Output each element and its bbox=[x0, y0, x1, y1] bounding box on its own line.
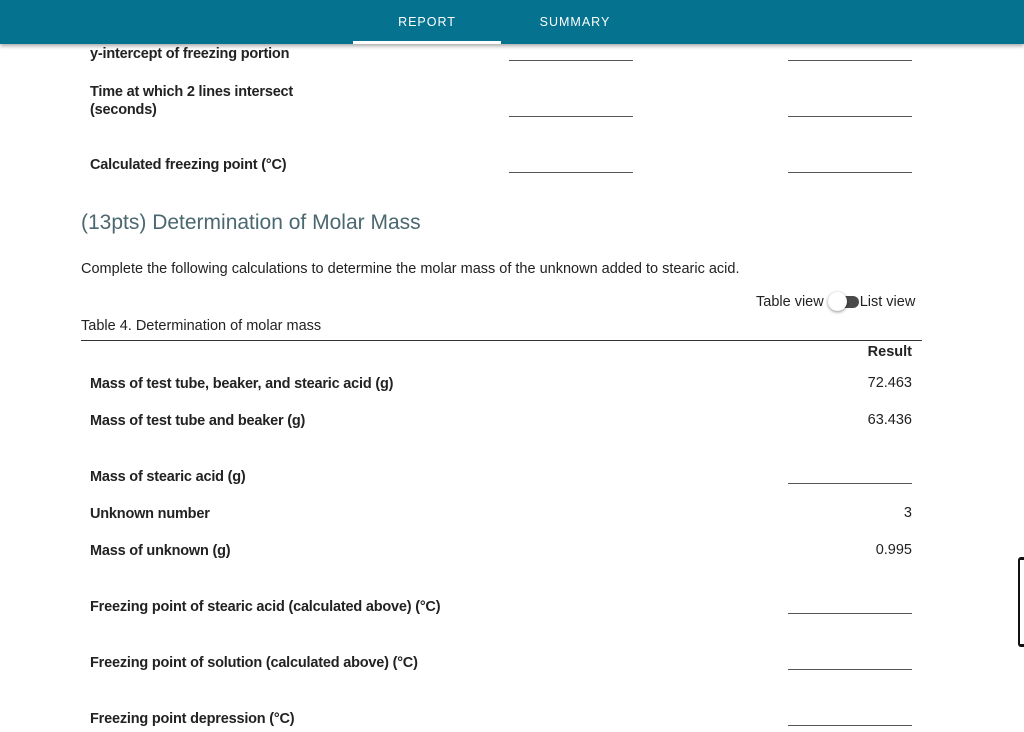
calculated-freezing-point-input-1[interactable] bbox=[509, 172, 633, 173]
section-intro: Complete the following calculations to determine the molar mass of the unknown added to stearic acid. bbox=[81, 261, 740, 277]
row-label-mass-tube-beaker: Mass of test tube and beaker (g) bbox=[90, 413, 306, 429]
value-mass-unknown: 0.995 bbox=[875, 542, 912, 558]
intersect-time-input-1[interactable] bbox=[509, 116, 633, 117]
row-label-fp-stearic-acid: Freezing point of stearic acid (calculated above) (°C) bbox=[90, 599, 441, 615]
value-mass-tube-beaker: 63.436 bbox=[867, 412, 912, 428]
table-view-label[interactable]: Table view bbox=[756, 294, 824, 310]
section-title: (13pts) Determination of Molar Mass bbox=[81, 211, 421, 234]
row-label-fp-solution: Freezing point of solution (calculated above) (°C) bbox=[90, 655, 418, 671]
table-caption: Table 4. Determination of molar mass bbox=[81, 318, 322, 334]
row-label-intersect-time: Time at which 2 lines intersect (seconds) bbox=[90, 84, 294, 118]
fp-stearic-acid-input[interactable] bbox=[788, 613, 912, 614]
y-intercept-input-1[interactable] bbox=[509, 60, 633, 61]
view-toggle-switch[interactable] bbox=[828, 292, 858, 312]
active-tab-indicator bbox=[353, 41, 501, 44]
fp-depression-input[interactable] bbox=[788, 725, 912, 726]
intersect-time-input-2[interactable] bbox=[788, 116, 912, 117]
row-label-calculated-freezing-point: Calculated freezing point (°C) bbox=[90, 157, 287, 173]
row-label-mass-unknown: Mass of unknown (g) bbox=[90, 543, 231, 559]
result-column-header: Result bbox=[867, 344, 912, 360]
row-label-y-intercept: y-intercept of freezing portion bbox=[90, 46, 290, 62]
list-view-label[interactable]: List view bbox=[859, 294, 916, 310]
value-mass-tube-beaker-acid: 72.463 bbox=[867, 375, 912, 391]
table-top-rule bbox=[81, 340, 922, 341]
tab-report[interactable] bbox=[353, 0, 501, 44]
top-nav-bar bbox=[0, 0, 1024, 44]
tab-report-label: REPORT bbox=[398, 15, 456, 29]
side-panel-handle[interactable] bbox=[1018, 557, 1024, 647]
tab-summary-label: SUMMARY bbox=[539, 15, 611, 29]
calculated-freezing-point-input-2[interactable] bbox=[788, 172, 912, 173]
row-label-mass-stearic-acid: Mass of stearic acid (g) bbox=[90, 469, 246, 485]
view-toggle bbox=[756, 292, 915, 312]
value-unknown-number: 3 bbox=[903, 505, 912, 521]
y-intercept-input-2[interactable] bbox=[788, 60, 912, 61]
row-label-mass-tube-beaker-acid: Mass of test tube, beaker, and stearic acid (g) bbox=[90, 376, 394, 392]
row-label-fp-depression: Freezing point depression (°C) bbox=[90, 711, 295, 727]
tab-summary[interactable] bbox=[501, 0, 649, 44]
mass-stearic-acid-input[interactable] bbox=[788, 483, 912, 484]
toggle-knob bbox=[828, 292, 847, 311]
row-label-unknown-number: Unknown number bbox=[90, 506, 210, 522]
fp-solution-input[interactable] bbox=[788, 669, 912, 670]
